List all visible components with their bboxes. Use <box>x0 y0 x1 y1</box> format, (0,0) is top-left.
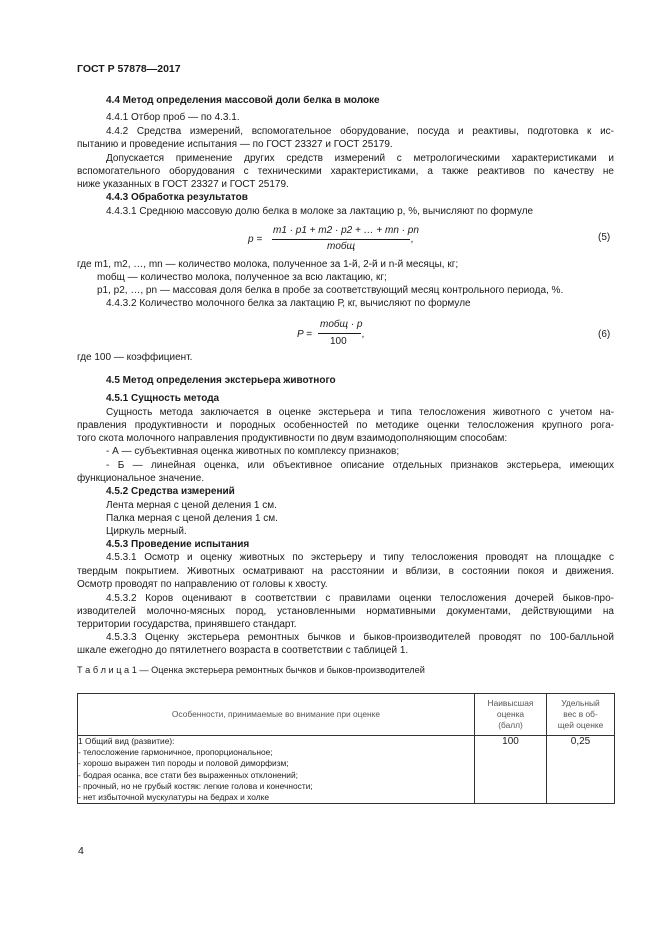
formula-5-number: (5) <box>598 232 611 243</box>
table-header-max-score <box>475 694 547 736</box>
para-essence-line3: того скота молочного направления продуктивности по двум взаимодополняющим способам: <box>77 433 508 444</box>
tool-item-2: Палка мерная с ценой деления 1 см. <box>106 513 278 524</box>
para-4-5-3-1-line3: Осмотр проводят по направлению от головы к хвосту. <box>77 579 328 590</box>
subsection-4-5-3-title: 4.5.3 Проведение испытания <box>106 539 250 550</box>
table-cell-features <box>78 736 475 804</box>
feature-line: - прочный, но не грубый костяк: легкие голова и конечности; <box>78 780 313 791</box>
where-line4: где 100 — коэффициент. <box>77 352 193 363</box>
para-4-4-3-1: 4.4.3.1 Среднюю массовую долю белка в молоке за лактацию р, %, вычисляют по формуле <box>106 206 534 217</box>
table-header-weight-line2: вес в об- <box>563 709 598 719</box>
subsection-4-5-2-title: 4.5.2 Средства измерений <box>106 486 235 497</box>
para-4-4-3-2: 4.4.3.2 Количество молочного белка за лактацию Р, кг, вычисляют по формуле <box>106 298 471 309</box>
tool-item-3: Циркуль мерный. <box>106 526 187 537</box>
para-permit-line3: ниже указанных в ГОСТ 23327 и ГОСТ 25179. <box>77 179 289 190</box>
feature-line: - бодрая осанка, все стати без выраженных отклонений; <box>78 769 298 780</box>
para-4-5-3-2-line3: территории государства, принявшего стандарт. <box>77 619 297 630</box>
para-permit-line2: вспомогательного оборудования с техническими характеристиками, а также реактивов по качеству не <box>77 166 614 177</box>
para-4-5-3-1-line2: твердым покрытием. Животных осматривают на расстоянии и вблизи, в состоянии покоя и движения. <box>77 566 614 577</box>
table-header-max-line3: (балл) <box>498 720 523 730</box>
formula-6-lhs: P = <box>297 329 312 340</box>
formula-5-comma: , <box>411 234 414 245</box>
table-header-feature: Особенности, принимаемые во внимание при оценке <box>78 694 475 736</box>
formula-6-numerator: mобщ · p <box>320 319 363 330</box>
table-cell-weight: 0,25 <box>547 736 615 804</box>
para-4-5-3-3-line1: 4.5.3.3 Оценку экстерьера ремонтных бычков и быков-производителей проводят по 100-балльной <box>106 632 614 643</box>
para-4-5-3-2-line1: 4.5.3.2 Коров оценивают в соответствии с правилами оценки телосложения дочерей быков-про- <box>106 593 614 604</box>
list-item-b-line2: функциональное значение. <box>77 473 205 484</box>
para-4-4-2-line2: пытанию и проведение испытания — по ГОСТ 23327 и ГОСТ 25179. <box>77 139 393 150</box>
section-4-4-title: 4.4 Метод определения массовой доли белка в молоке <box>106 95 380 106</box>
feature-line: - хорошо выражен тип породы и половой диморфизм; <box>78 758 289 769</box>
table-row <box>78 736 615 804</box>
table-1-caption: Т а б л и ц а 1 — Оценка экстерьера ремонтных бычков и быков-производителей <box>77 665 425 675</box>
table-cell-max-score: 100 <box>475 736 547 804</box>
where-line3: p1, p2, …, pn — массовая доля белка в пробе за соответствующий месяц контрольного периода, %. <box>97 285 564 296</box>
subsection-4-5-1-title: 4.5.1 Сущность метода <box>106 393 220 404</box>
para-4-5-3-1-line1: 4.5.3.1 Осмотр и оценку животных по экстерьеру и типу телосложения проводят на площадке с <box>106 552 614 563</box>
page-number: 4 <box>78 845 84 857</box>
table-header-weight-line1: Удельный <box>561 698 600 708</box>
formula-6-denominator: 100 <box>330 336 347 347</box>
para-4-5-3-2-line2: изводителей молочно-мясных пород, установленными нормативными документами, действующими на <box>77 606 614 617</box>
para-permit-line1: Допускается применение других средств измерений с метрологическими характеристиками и <box>106 153 614 164</box>
formula-5-fraction-bar <box>272 239 410 240</box>
where-line1: где m1, m2, …, mn — количество молока, полученное за 1-й, 2-й и n-й месяцы, кг; <box>77 259 459 270</box>
formula-6-number: (6) <box>598 329 611 340</box>
feature-line: - телосложение гармоничное, пропорциональное; <box>78 747 273 758</box>
table-1 <box>77 693 615 804</box>
table-header-max-line1: Наивысшая <box>487 698 534 708</box>
list-item-a: - А — субъективная оценка животных по комплексу признаков; <box>106 446 400 457</box>
table-header-weight <box>547 694 615 736</box>
para-4-5-3-3-line2: шкале ежегодно до пятилетнего возраста в соответствии с таблицей 1. <box>77 645 409 656</box>
formula-5-denominator: mобщ <box>327 241 356 252</box>
where-line2: mобщ — количество молока, полученное за всю лактацию, кг; <box>97 272 387 283</box>
subsection-4-4-3-title: 4.4.3 Обработка результатов <box>106 192 248 203</box>
table-header-max-line2: оценка <box>496 709 525 719</box>
formula-6-comma: , <box>362 329 365 340</box>
formula-5-lhs: p = <box>248 234 263 245</box>
formula-6-fraction-bar <box>318 333 361 334</box>
list-item-b-line1: - Б — линейная оценка, или объективное описание отдельных признаков экстерьера, имеющих <box>106 460 614 471</box>
para-essence-line2: правления продуктивности и породных особенностей по методике оценки телосложения крупного рога- <box>77 420 614 431</box>
formula-5-numerator: m1 · p1 + m2 · p2 + … + mn · pn <box>273 225 419 236</box>
section-4-5-title: 4.5 Метод определения экстерьера животного <box>106 375 336 386</box>
para-4-4-2-line1: 4.4.2 Средства измерений, вспомогательное оборудование, посуда и реактивы, подготовка к ис- <box>106 126 614 137</box>
document-header: ГОСТ Р 57878—2017 <box>77 63 181 75</box>
para-essence-line1: Сущность метода заключается в оценке экстерьера и типа телосложения животного с учетом на- <box>106 407 614 418</box>
para-4-4-1: 4.4.1 Отбор проб — по 4.3.1. <box>106 112 240 123</box>
feature-line: 1 Общий вид (развитие): <box>78 736 175 746</box>
table-header-weight-line3: щей оценке <box>557 720 604 730</box>
tool-item-1: Лента мерная с ценой деления 1 см. <box>106 500 277 511</box>
feature-line: - нет избыточной мускулатуры на бедрах и холке <box>78 792 270 803</box>
